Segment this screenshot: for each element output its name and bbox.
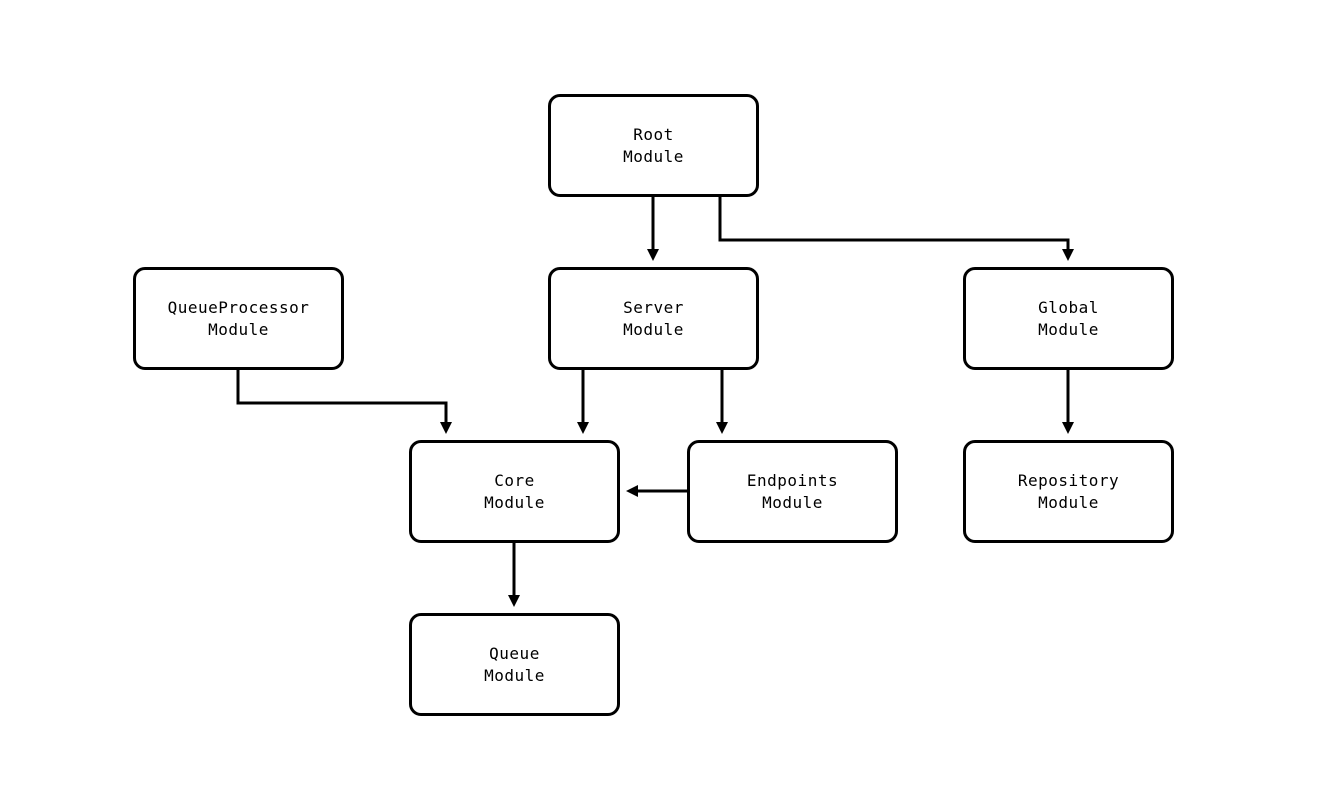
node-server-module[interactable] [548,267,759,370]
node-label-line1: Root [633,124,674,144]
node-label-line1: Repository [1017,470,1120,490]
node-label-line2: Module [623,146,684,166]
node-label-line1: Endpoints [746,470,839,490]
node-label-line2: Module [484,665,545,685]
node-global-module[interactable] [963,267,1174,370]
node-label-line1: Global [1038,297,1099,317]
node-queue-module[interactable] [409,613,620,716]
node-label-line1: QueueProcessor [167,297,310,317]
node-queueprocessor-module[interactable] [133,267,344,370]
node-label-line2: Module [623,319,684,339]
node-core-module[interactable] [409,440,620,543]
edge-root-to-global [720,197,1068,250]
edge-queueprocessor-to-core [238,370,446,423]
node-label-line2: Module [208,319,269,339]
node-repository-module[interactable] [963,440,1174,543]
node-root-module[interactable] [548,94,759,197]
node-label-line2: Module [484,492,545,512]
node-label-line2: Module [762,492,823,512]
node-label-line1: Server [623,297,684,317]
node-label-line2: Module [1038,319,1099,339]
node-endpoints-module[interactable] [687,440,898,543]
node-label-line1: Core [494,470,535,490]
node-label-line2: Module [1038,492,1099,512]
node-label-line1: Queue [489,643,540,663]
